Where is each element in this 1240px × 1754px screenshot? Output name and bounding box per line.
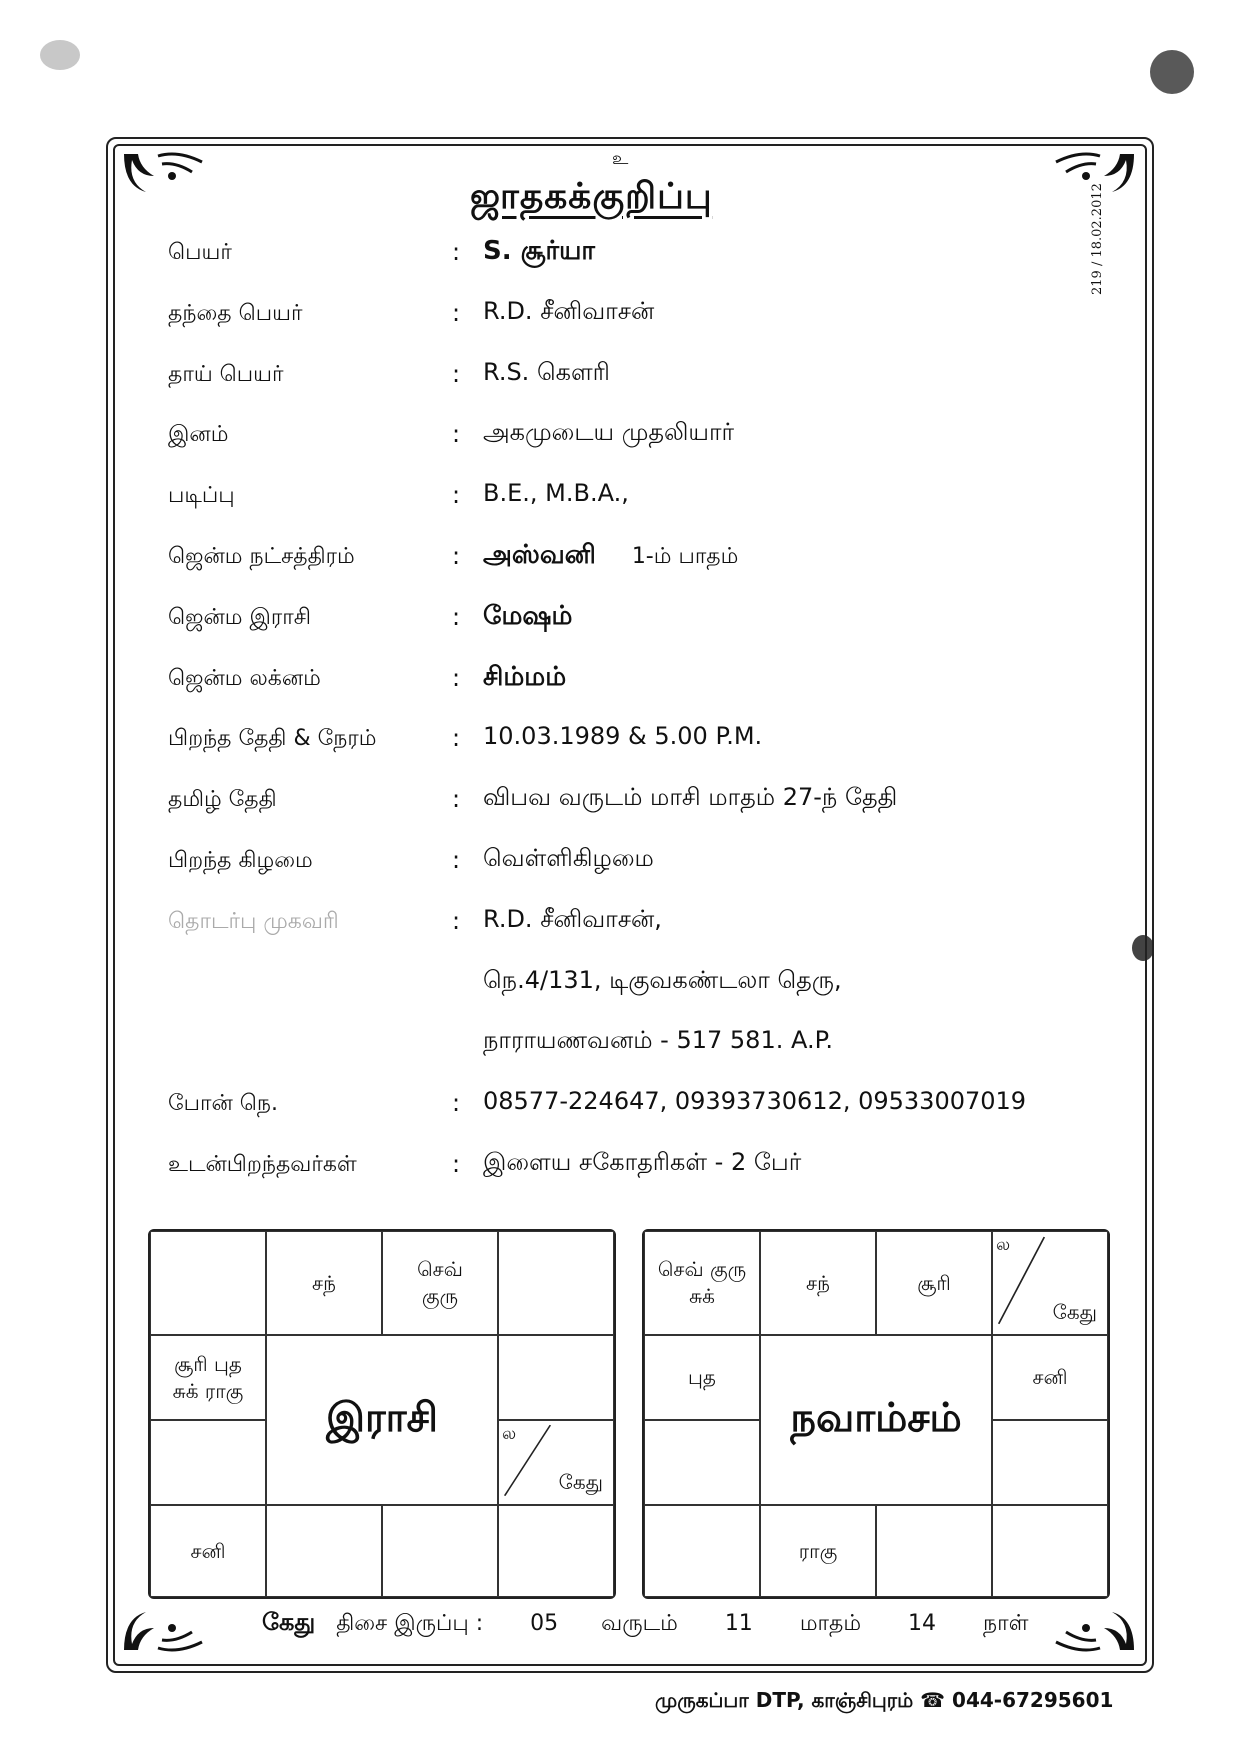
lagna-marker: ல: [502, 1424, 517, 1444]
navamsa-chart-house: புத: [644, 1335, 760, 1420]
detail-value-text: இளைய சகோதரிகள் - 2 பேர்: [483, 1148, 802, 1176]
dasa-balance: [262, 1608, 1029, 1639]
detail-label: ஜென்ம லக்னம்: [168, 666, 321, 691]
detail-colon: :: [452, 542, 461, 570]
detail-row: [0, 295, 1240, 335]
navamsa-chart: [642, 1229, 1110, 1599]
detail-value: [483, 540, 738, 573]
detail-row: [0, 842, 1240, 882]
detail-value-text: R.S. கௌரி: [483, 358, 610, 386]
document-title: ஜாதகக்குறிப்பு: [470, 176, 713, 217]
top-mark: உ: [612, 148, 629, 169]
dasa-years: 05: [530, 1611, 559, 1636]
detail-value-text: S. சூர்யா: [483, 236, 595, 266]
navamsa-chart-house: [644, 1420, 760, 1505]
detail-value: [483, 358, 610, 389]
navamsa-chart-house: [992, 1505, 1108, 1597]
detail-value-text: நாராயணவனம் - 517 581. A.P.: [483, 1026, 833, 1054]
detail-label: தாய் பெயர்: [168, 362, 284, 387]
rasi-chart-house: [498, 1505, 614, 1597]
detail-value-suffix: 1-ம் பாதம்: [631, 544, 739, 569]
detail-colon: :: [452, 1089, 461, 1117]
printer-credit: முருகப்பா DTP, காஞ்சிபுரம் ☎ 044-67295601: [655, 1688, 1114, 1712]
detail-value: [483, 418, 734, 449]
detail-row: [0, 477, 1240, 517]
detail-colon: :: [452, 785, 461, 813]
navamsa-chart-house: [876, 1505, 992, 1597]
detail-row: [0, 1085, 1240, 1125]
detail-colon: :: [452, 360, 461, 388]
rasi-chart-title: இராசி: [266, 1335, 498, 1505]
navamsa-chart-house: [992, 1420, 1108, 1505]
scan-noise: [40, 40, 80, 70]
detail-value: [483, 662, 566, 695]
side-stamp: 219 / 18.02.2012: [1090, 183, 1105, 295]
detail-value: [483, 236, 595, 269]
detail-colon: :: [452, 481, 461, 509]
detail-row: [0, 356, 1240, 396]
detail-value: [483, 297, 654, 328]
detail-row: [0, 599, 1240, 639]
detail-value: [483, 844, 654, 875]
detail-value-text: வெள்ளிகிழமை: [483, 844, 654, 872]
detail-row: [0, 1024, 1240, 1064]
detail-row: [0, 416, 1240, 456]
navamsa-chart-house: ராகு: [760, 1505, 876, 1597]
rasi-chart-house: [382, 1505, 498, 1597]
detail-colon: :: [452, 299, 461, 327]
detail-value: [483, 1026, 833, 1057]
rasi-chart-house: [498, 1231, 614, 1335]
detail-colon: :: [452, 1150, 461, 1178]
detail-row: [0, 538, 1240, 578]
dasa-years-unit: வருடம்: [601, 1611, 678, 1636]
detail-label: பிறந்த தேதி & நேரம்: [168, 726, 377, 751]
dasa-months-unit: மாதம்: [799, 1611, 862, 1636]
detail-label: போன் நெ.: [168, 1091, 279, 1116]
detail-label: இனம்: [168, 422, 229, 447]
lagna-marker: ல: [996, 1235, 1011, 1255]
detail-value: [483, 722, 762, 750]
dasa-days: 14: [908, 1611, 937, 1636]
detail-value-text: நெ.4/131, டிகுவகண்டலா தெரு,: [483, 966, 842, 994]
lagna-house-planet: கேது: [558, 1470, 603, 1494]
detail-value-text: மேஷம்: [483, 601, 573, 631]
detail-value: [483, 601, 572, 634]
detail-label: ஜென்ம நட்சத்திரம்: [168, 544, 355, 569]
detail-value-text: அகமுடைய முதலியார்: [483, 418, 735, 446]
detail-label: தொடர்பு முகவரி: [168, 909, 339, 934]
detail-value-text: சிம்மம்: [483, 662, 567, 692]
rasi-chart-house: [150, 1231, 266, 1335]
navamsa-chart-title: நவாம்சம்: [760, 1335, 992, 1505]
detail-value-text: 08577-224647, 09393730612, 09533007019: [483, 1087, 1027, 1115]
detail-row: [0, 781, 1240, 821]
rasi-chart-house: [150, 1420, 266, 1505]
detail-value-text: 10.03.1989 & 5.00 P.M.: [483, 722, 763, 750]
detail-label: தமிழ் தேதி: [168, 787, 277, 812]
detail-value-text: R.D. சீனிவாசன்: [483, 297, 655, 325]
dasa-months: 11: [724, 1611, 753, 1636]
rasi-chart-house: சந்: [266, 1231, 382, 1335]
detail-row: [0, 1146, 1240, 1186]
detail-colon: :: [452, 846, 461, 874]
rasi-chart: [148, 1229, 616, 1599]
detail-row: [0, 964, 1240, 1004]
detail-label: உடன்பிறந்தவர்கள்: [168, 1152, 357, 1177]
lagna-house-planet: கேது: [1052, 1300, 1097, 1324]
detail-row: [0, 660, 1240, 700]
detail-value: [483, 966, 842, 997]
detail-colon: :: [452, 724, 461, 752]
navamsa-chart-house: [644, 1505, 760, 1597]
detail-colon: :: [452, 603, 461, 631]
rasi-chart-house: சனி: [150, 1505, 266, 1597]
scan-noise: [1150, 50, 1194, 94]
detail-value-text: அஸ்வனி: [483, 540, 596, 570]
detail-value-text: R.D. சீனிவாசன்,: [483, 905, 662, 933]
detail-label: படிப்பு: [168, 483, 235, 508]
detail-colon: :: [452, 238, 461, 266]
navamsa-chart-house: சூரி: [876, 1231, 992, 1335]
rasi-chart-house: [266, 1505, 382, 1597]
detail-value: [483, 905, 662, 936]
navamsa-chart-house: செவ் குரு சுக்: [644, 1231, 760, 1335]
detail-row: [0, 903, 1240, 943]
detail-colon: :: [452, 664, 461, 692]
rasi-chart-house: [498, 1420, 614, 1505]
detail-label: ஜென்ம இராசி: [168, 605, 311, 630]
detail-value: [483, 783, 897, 814]
navamsa-chart-house: [992, 1231, 1108, 1335]
detail-label: பிறந்த கிழமை: [168, 848, 313, 873]
rasi-chart-house: [498, 1335, 614, 1420]
detail-value-text: விபவ வருடம் மாசி மாதம் 27-ந் தேதி: [483, 783, 898, 811]
dasa-label: திசை இருப்பு :: [336, 1611, 484, 1636]
detail-label: தந்தை பெயர்: [168, 301, 303, 326]
detail-label: பெயர்: [168, 240, 232, 265]
rasi-chart-house: சூரி புத சுக் ராகு: [150, 1335, 266, 1420]
detail-colon: :: [452, 420, 461, 448]
detail-row: [0, 720, 1240, 760]
detail-value-text: B.E., M.B.A.,: [483, 479, 629, 507]
detail-value: [483, 1148, 801, 1179]
detail-colon: :: [452, 907, 461, 935]
rasi-chart-house: செவ் குரு: [382, 1231, 498, 1335]
navamsa-chart-house: சனி: [992, 1335, 1108, 1420]
detail-row: [0, 234, 1240, 274]
detail-value: [483, 479, 629, 507]
navamsa-chart-house: சந்: [760, 1231, 876, 1335]
detail-value: [483, 1087, 1026, 1115]
dasa-days-unit: நாள்: [983, 1611, 1029, 1636]
dasa-planet: கேது: [262, 1608, 316, 1636]
corner-ornament-top-left: [118, 146, 208, 216]
